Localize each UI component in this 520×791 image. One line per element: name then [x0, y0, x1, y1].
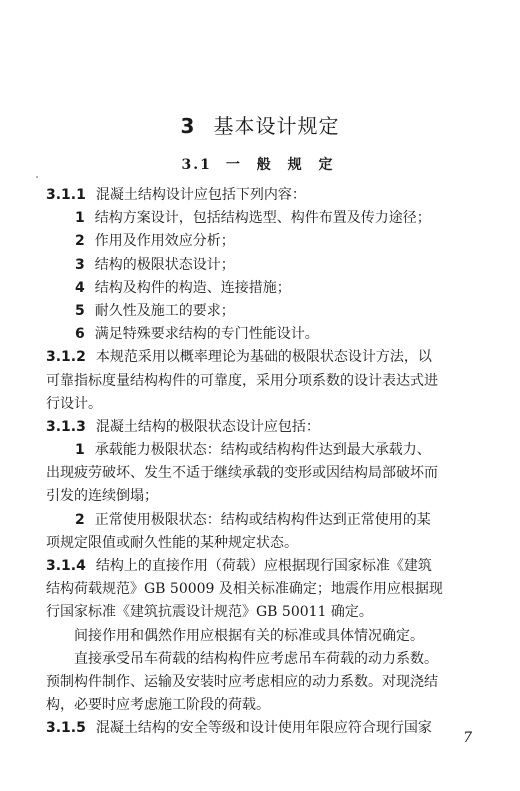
chapter-title	[0, 110, 520, 139]
clause-line	[46, 416, 468, 439]
text-line	[46, 671, 468, 694]
section-number: 3.1	[181, 157, 212, 173]
item-number: 2	[75, 511, 85, 528]
item-number: 1	[75, 442, 85, 459]
list-item	[46, 323, 468, 346]
text-line	[46, 532, 468, 555]
text-line	[46, 648, 468, 671]
line-text: 行设计。	[46, 395, 102, 412]
item-number: 4	[75, 279, 85, 296]
clause-number: 3.1.5	[46, 720, 86, 737]
list-item	[46, 230, 468, 253]
body-text	[46, 184, 468, 741]
list-item	[46, 509, 468, 532]
line-text: 混凝土结构的极限状态设计应包括：	[95, 418, 320, 435]
text-line	[46, 694, 468, 717]
clause-line	[46, 555, 468, 578]
text-line	[46, 578, 468, 601]
clause-line	[46, 346, 468, 369]
line-text: 结构上的直接作用（荷载）应根据现行国家标准《建筑	[95, 558, 432, 574]
line-text: 作用及作用效应分析；	[94, 233, 235, 250]
line-text: 直接承受吊车荷载的结构构件应考虑吊车荷载的动力系数。	[74, 650, 438, 667]
clause-line	[46, 184, 468, 207]
line-text: 混凝土结构的安全等级和设计使用年限应符合现行国家	[95, 720, 432, 737]
text-line	[46, 370, 468, 393]
list-item	[46, 254, 468, 277]
text-line	[46, 601, 468, 624]
page-number: 7	[463, 730, 472, 746]
item-number: 3	[75, 256, 85, 273]
line-text: 结构及构件的构造、连接措施；	[94, 279, 291, 296]
chapter-title-text: 基本设计规定	[213, 114, 340, 138]
line-text: 引发的连续倒塌；	[46, 488, 158, 505]
line-text: 耐久性及施工的要求；	[94, 302, 235, 319]
list-item	[46, 300, 468, 323]
text-line	[46, 625, 468, 648]
list-item	[46, 439, 468, 462]
list-item	[46, 207, 468, 230]
clause-number: 3.1.4	[46, 558, 86, 574]
clause-number: 3.1.3	[46, 418, 86, 435]
chapter-number: 3	[180, 114, 196, 138]
clause-line	[46, 717, 468, 740]
line-text: 结构的极限状态设计；	[94, 256, 235, 273]
line-text: 本规范采用以概率理论为基础的极限状态设计方法，以	[95, 349, 432, 366]
item-number: 1	[75, 210, 85, 227]
line-text: 项规定限值或耐久性能的某种规定状态。	[46, 534, 298, 551]
item-number: 2	[75, 233, 85, 250]
list-item	[46, 277, 468, 300]
scan-speck	[36, 176, 38, 178]
section-title-text: 一 般 规 定	[225, 157, 339, 173]
line-text: 正常使用极限状态：结构或结构构件达到正常使用的某	[94, 511, 431, 528]
text-line	[46, 462, 468, 485]
section-title	[0, 154, 520, 174]
text-line	[46, 393, 468, 416]
item-number: 5	[75, 302, 85, 319]
item-number: 6	[75, 326, 85, 343]
text-line	[46, 485, 468, 508]
line-text: 结构荷载规范》GB 50009 及相关标准确定；地震作用应根据现	[46, 581, 443, 598]
line-text: 可靠指标度量结构构件的可靠度，采用分项系数的设计表达式进	[46, 372, 438, 389]
clause-number: 3.1.1	[46, 187, 86, 203]
line-text: 预制构件制作、运输及安装时应考虑相应的动力系数。对现浇结	[46, 673, 438, 690]
line-text: 间接作用和偶然作用应根据有关的标准或具体情况确定。	[74, 627, 424, 644]
line-text: 结构方案设计，包括结构选型、构件布置及传力途径；	[94, 210, 431, 227]
line-text: 构，必要时应考虑施工阶段的荷载。	[46, 697, 270, 714]
line-text: 出现疲劳破坏、发生不适于继续承载的变形或因结构局部破坏而	[46, 465, 438, 482]
line-text: 满足特殊要求结构的专门性能设计。	[94, 326, 319, 343]
line-text: 混凝土结构设计应包括下列内容：	[95, 187, 306, 203]
line-text: 行国家标准《建筑抗震设计规范》GB 50011 确定。	[46, 604, 373, 621]
line-text: 承载能力极限状态：结构或结构构件达到最大承载力、	[94, 442, 431, 459]
clause-number: 3.1.2	[46, 349, 86, 366]
